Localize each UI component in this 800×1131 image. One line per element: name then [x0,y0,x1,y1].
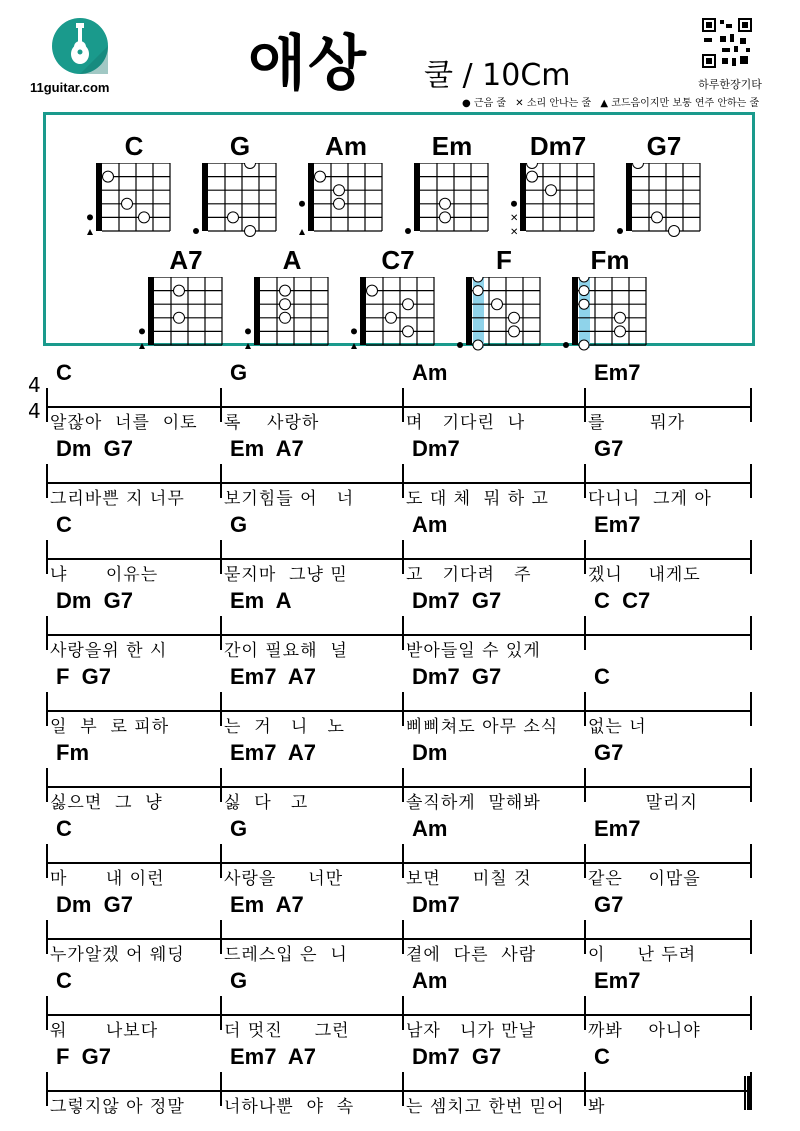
measure-lyric: 간이 필요해 널 [224,641,348,661]
measure-chord: G7 [594,436,624,461]
barline [584,1072,586,1106]
measure-lyric: 드레스입 은 니 [224,945,348,965]
measure-lyric: 봐 [588,1097,606,1117]
measure-lyric: 도 대 체 뭐 하 고 [406,489,549,509]
barline [584,692,586,726]
chord-diagram-name: F [496,245,512,275]
chord-diagram-name: A [282,245,302,275]
measure-lyric: 보면 미칠 것 [406,869,532,889]
measure-lyric: 솔직하게 말해봐 [406,793,541,813]
measure-chord: Am [412,968,448,993]
measure-chord: Em7 A7 [230,740,317,765]
measure-lyric: 그리바쁜 지 너무 [50,489,185,509]
measure-chord: G [230,360,248,385]
barline [46,692,48,726]
barline [584,920,586,954]
measure-lyric: 며 기다린 나 [406,413,526,433]
measure-chord: C [56,816,72,841]
lyric-system [0,588,800,664]
lyric-system [0,816,800,892]
legend-muted-string: ✕ 소리 안나는 줄 [515,98,592,109]
guitar-logo-icon [52,18,108,74]
barline [584,844,586,878]
barline [402,1072,404,1106]
qr-code-icon [702,18,752,68]
barline [584,768,586,802]
chord-diagram-am [296,131,396,241]
barline [402,464,404,498]
measure-chord: C [56,512,72,537]
measure-chord: Am [412,816,448,841]
measure-chord: Em A7 [230,436,304,461]
measure-chord: Dm7 [412,892,460,917]
measure-lyric: 싫으면 그 냥 [50,793,163,813]
measure-lyric: 까봐 아니야 [588,1021,701,1041]
measure-chord: Em7 [594,360,641,385]
measure-lyric: 는 셈치고 한번 믿어 [406,1097,565,1117]
measure-chord: Am [412,512,448,537]
barline [584,616,586,650]
chord-diagram-name: Fm [590,245,630,275]
lyric-system [0,1044,800,1120]
measure-chord: Dm7 G7 [412,1044,502,1069]
barline [402,768,404,802]
time-signature-bottom: 4 [28,399,41,423]
chord-diagram-name: G [229,131,251,161]
measure-chord: Dm7 G7 [412,664,502,689]
measure-chord: G [230,816,248,841]
measure-lyric: 남자 니가 만날 [406,1021,537,1041]
measure-chord: Dm G7 [56,436,134,461]
barline [46,616,48,650]
barline [750,996,752,1030]
measure-lyric: 다니니 그게 아 [588,489,712,509]
lyric-system [0,360,800,436]
barline [46,540,48,574]
measure-chord: Dm [412,740,448,765]
measure-lyric: 마 내 이런 [50,869,165,889]
barline [46,920,48,954]
measure-lyric: 곁에 다른 사람 [406,945,537,965]
lyric-system [0,740,800,816]
measure-lyric: 알잖아 너를 이토 [50,413,198,433]
measure-lyric: 사랑을위 한 시 [50,641,168,661]
measure-chord: F G7 [56,1044,112,1069]
measure-lyric: 너하나뿐 야 속 [224,1097,355,1117]
measure-lyric: 이 난 두려 [588,945,697,965]
measure-lyric: 보기힘들 어 너 [224,489,355,509]
chord-diagram-g [190,131,290,241]
chord-diagram-f [454,245,554,355]
measure-lyric: 겠니 내게도 [588,565,701,585]
measure-lyric: 고 기다려 주 [406,565,532,585]
measure-chord: F G7 [56,664,112,689]
lyric-system [0,436,800,512]
chord-diagram-g7 [614,131,714,241]
barline [750,616,752,650]
barline [584,996,586,1030]
chord-diagram-fm [560,245,660,355]
barline [750,920,752,954]
measure-lyric: 더 멋진 그런 [224,1021,350,1041]
barline [750,464,752,498]
chord-diagram-name: C [124,131,144,161]
measure-chord: Am [412,360,448,385]
lyrics-chord-sheet [0,360,800,1120]
measure-chord: Dm G7 [56,892,134,917]
barline [220,1072,222,1106]
barline [402,616,404,650]
barline [402,996,404,1030]
chord-diagram-name: C7 [381,245,415,275]
measure-lyric: 일 부 로 피하 [50,717,170,737]
barline [220,768,222,802]
chord-diagram-name: A7 [169,245,203,275]
lyric-system [0,892,800,968]
legend-optional-string: ▲ 코드음이지만 보통 연주 안하는 줄 [600,98,760,109]
barline [584,464,586,498]
barline [584,540,586,574]
chord-diagram-em [402,131,502,241]
barline [750,540,752,574]
barline [220,464,222,498]
measure-lyric: 같은 이맘을 [588,869,701,889]
chord-diagram-name: Dm7 [529,131,587,161]
measure-lyric: 삐삐쳐도 아무 소식 [406,717,559,737]
barline [402,692,404,726]
chord-diagram-a7 [136,245,236,355]
measure-chord: Fm [56,740,89,765]
barline [46,388,48,422]
barline [220,920,222,954]
measure-chord: C C7 [594,588,651,613]
measure-chord: C [56,968,72,993]
measure-chord: G7 [594,740,624,765]
barline [750,692,752,726]
barline [46,844,48,878]
lyric-system [0,664,800,740]
barline [402,920,404,954]
measure-chord: Dm7 [412,436,460,461]
barline [220,388,222,422]
song-artist: 쿨 / 10Cm [424,58,571,93]
measure-chord: Em A7 [230,892,304,917]
measure-lyric: 묻지마 그냥 믿 [224,565,348,585]
measure-lyric: 냐 이유는 [50,565,159,585]
barline [220,540,222,574]
barline [750,844,752,878]
time-signature-top: 4 [28,373,41,397]
measure-chord: Em A [230,588,292,613]
chord-diagram-dm7 [508,131,608,241]
song-title: 애상 [248,29,368,99]
legend-root-string: ● 근음 줄 [462,98,507,109]
measure-lyric: 싫 다 고 [224,793,309,813]
measure-chord: C [594,664,610,689]
barline [750,388,752,422]
barline [402,388,404,422]
barline [402,540,404,574]
measure-lyric: 는 거 니 노 [224,717,345,737]
measure-chord: G [230,512,248,537]
site-name: 11guitar.com [30,80,110,95]
measure-chord: G7 [594,892,624,917]
measure-chord: Dm G7 [56,588,134,613]
barline [220,616,222,650]
chord-diagram-name: G7 [646,131,682,161]
lyric-system [0,968,800,1044]
fingering-legend [462,94,765,109]
measure-lyric: 그렇지않 아 정말 [50,1097,185,1117]
measure-lyric: 받아들일 수 있게 [406,641,541,661]
barline [46,1072,48,1106]
measure-lyric: 없는 너 [588,717,647,737]
measure-chord: C [594,1044,610,1069]
measure-lyric: 말리지 [588,793,698,813]
svg-text:✕: ✕ [510,227,519,238]
barline [220,996,222,1030]
measure-chord: G [230,968,248,993]
final-barline [744,1076,752,1110]
measure-chord: C [56,360,72,385]
measure-chord: Em7 [594,512,641,537]
barline [220,692,222,726]
barline [220,844,222,878]
measure-lyric: 사랑을 너만 [224,869,344,889]
barline [402,844,404,878]
chord-diagram-name: Em [431,131,473,161]
measure-chord: Em7 A7 [230,1044,317,1069]
site-logo [30,18,130,98]
measure-chord: Em7 A7 [230,664,317,689]
barline [46,996,48,1030]
svg-text:✕: ✕ [510,213,519,224]
measure-lyric: 록 사랑하 [224,413,320,433]
lyric-system [0,512,800,588]
chord-diagram-panel [43,112,755,346]
chord-diagram-c [84,131,184,241]
qr-caption: 하루한장기타 [698,78,762,91]
measure-lyric: 누가알겠 어 웨딩 [50,945,185,965]
barline [750,768,752,802]
measure-chord: Em7 [594,816,641,841]
chord-diagram-a [242,245,342,355]
barline [584,388,586,422]
measure-chord: Em7 [594,968,641,993]
measure-lyric: 워 나보다 [50,1021,159,1041]
barline [46,464,48,498]
chord-diagram-name: Am [325,131,367,161]
measure-chord: Dm7 G7 [412,588,502,613]
chord-diagram-c7 [348,245,448,355]
measure-lyric: 를 뭐가 [588,413,686,433]
barline [46,768,48,802]
